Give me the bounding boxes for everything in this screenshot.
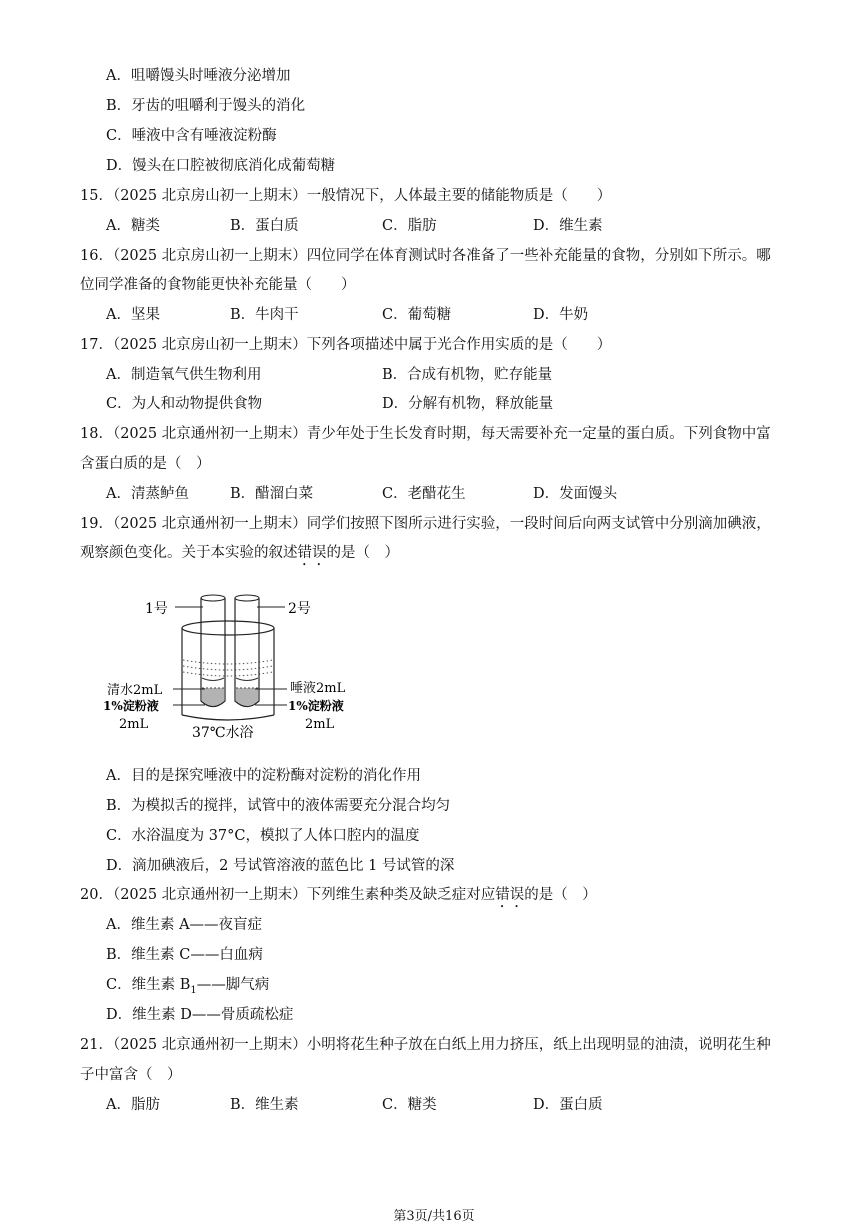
q15-option-c: C．脂肪 — [382, 218, 437, 234]
q18-option-a: A．清蒸鲈鱼 — [106, 486, 189, 502]
q14-option-d: D．馒头在口腔被彻底消化成葡萄糖 — [106, 158, 336, 174]
figure-label-left-vol: 2mL — [119, 717, 149, 732]
q20-option-c — [106, 975, 269, 1001]
q19-option-b: B．为模拟舌的搅拌，试管中的液体需要充分混合均匀 — [106, 798, 451, 814]
q18-stem-line1: 18．（2025 北京通州初一上期末）青少年处于生长发育时期，每天需要补充一定量的蛋白质。下列食物中富 — [80, 426, 771, 442]
q21-option-a: A．脂肪 — [106, 1097, 160, 1113]
q17-option-d: D．分解有机物，释放能量 — [382, 396, 554, 412]
figure-label-tube2: 2号 — [288, 601, 311, 617]
q14-option-b: B．牙齿的咀嚼利于馒头的消化 — [106, 98, 306, 114]
q15-option-d: D．维生素 — [533, 218, 603, 234]
q15-option-b: B．蛋白质 — [230, 218, 299, 234]
q17-option-c: C．为人和动物提供食物 — [106, 396, 263, 412]
figure-label-right-starch: 1%淀粉液 — [288, 699, 344, 713]
q18-stem-line2: 含蛋白质的是（ ） — [80, 456, 211, 472]
q19-stem-emphasis: 错误 — [297, 545, 327, 561]
q19-option-a: A．目的是探究唾液中的淀粉酶对淀粉的消化作用 — [106, 768, 421, 784]
q21-option-d: D．蛋白质 — [533, 1097, 603, 1113]
q19-stem-line1: 19．（2025 北京通州初一上期末）同学们按照下图所示进行实验，一段时间后向两支试管中分别滴加碘液， — [80, 516, 771, 532]
q15-stem: 15．（2025 北京房山初一上期末）一般情况下，人体最主要的储能物质是（ ） — [80, 188, 612, 204]
q20-option-c-sub: 1 — [190, 984, 197, 996]
figure-label-left-water: 清水2mL — [107, 683, 163, 698]
q20-stem — [80, 885, 597, 911]
q19-stem-line2 — [80, 543, 399, 569]
q21-option-b: B．维生素 — [230, 1097, 299, 1113]
q17-option-b: B．合成有机物，贮存能量 — [382, 367, 553, 383]
q21-stem-line1: 21．（2025 北京通州初一上期末）小明将花生种子放在白纸上用力挤压，纸上出现明显的油渍，说明花生种 — [80, 1037, 771, 1053]
q16-stem-line2: 位同学准备的食物能更快补充能量（ ） — [80, 277, 356, 293]
q20-option-c-pre: C．维生素 B — [106, 977, 191, 993]
page-footer: 第3页/共16页 — [393, 1209, 475, 1224]
q20-option-c-post: ——脚气病 — [196, 977, 270, 993]
q18-option-b: B．醋溜白菜 — [230, 486, 314, 502]
test-tube-2 — [235, 595, 259, 707]
q20-stem-pre: 20．（2025 北京通州初一上期末）下列维生素种类及缺乏症对应 — [80, 887, 496, 903]
q14-option-c: C．唾液中含有唾液淀粉酶 — [106, 128, 277, 144]
q16-stem-line1: 16．（2025 北京房山初一上期末）四位同学在体育测试时各准备了一些补充能量的食物，分别如下所示。哪 — [80, 248, 771, 264]
q20-option-b: B．维生素 C——白血病 — [106, 947, 263, 963]
q20-stem-post: 的是（ ） — [524, 887, 597, 903]
experiment-figure — [95, 588, 375, 748]
q15-option-a: A．糖类 — [106, 218, 160, 234]
q21-option-c: C．糖类 — [382, 1097, 437, 1113]
q16-option-b: B．牛肉干 — [230, 307, 299, 323]
q20-option-d: D．维生素 D——骨质疏松症 — [106, 1007, 294, 1023]
figure-label-left-starch: 1%淀粉液 — [103, 699, 159, 713]
q18-option-d: D．发面馒头 — [533, 486, 618, 502]
q16-option-c: C．葡萄糖 — [382, 307, 452, 323]
figure-label-tube1: 1号 — [145, 601, 168, 617]
q17-stem: 17．（2025 北京房山初一上期末）下列各项描述中属于光合作用实质的是（ ） — [80, 337, 612, 353]
q16-option-a: A．坚果 — [106, 307, 160, 323]
q16-option-d: D．牛奶 — [533, 307, 589, 323]
q20-stem-emphasis: 错误 — [495, 887, 525, 903]
q21-stem-line2: 子中富含（ ） — [80, 1067, 182, 1083]
figure-label-right-vol: 2mL — [305, 717, 335, 732]
q18-option-c: C．老醋花生 — [382, 486, 466, 502]
q19-stem-line2-post: 的是（ ） — [326, 545, 399, 561]
test-tube-1 — [201, 595, 225, 707]
figure-label-right-saliva: 唾液2mL — [290, 681, 346, 696]
q20-option-a: A．维生素 A——夜盲症 — [106, 917, 263, 933]
leader-lines — [173, 607, 287, 705]
figure-label-bath: 37℃水浴 — [192, 725, 254, 741]
q19-option-d: D．滴加碘液后，2 号试管溶液的蓝色比 1 号试管的深 — [106, 858, 455, 874]
q19-option-c: C．水浴温度为 37°C，模拟了人体口腔内的温度 — [106, 828, 420, 844]
q14-option-a: A．咀嚼馒头时唾液分泌增加 — [106, 68, 291, 84]
q17-option-a: A．制造氧气供生物利用 — [106, 367, 262, 383]
q19-stem-line2-pre: 观察颜色变化。关于本实验的叙述 — [80, 545, 298, 561]
